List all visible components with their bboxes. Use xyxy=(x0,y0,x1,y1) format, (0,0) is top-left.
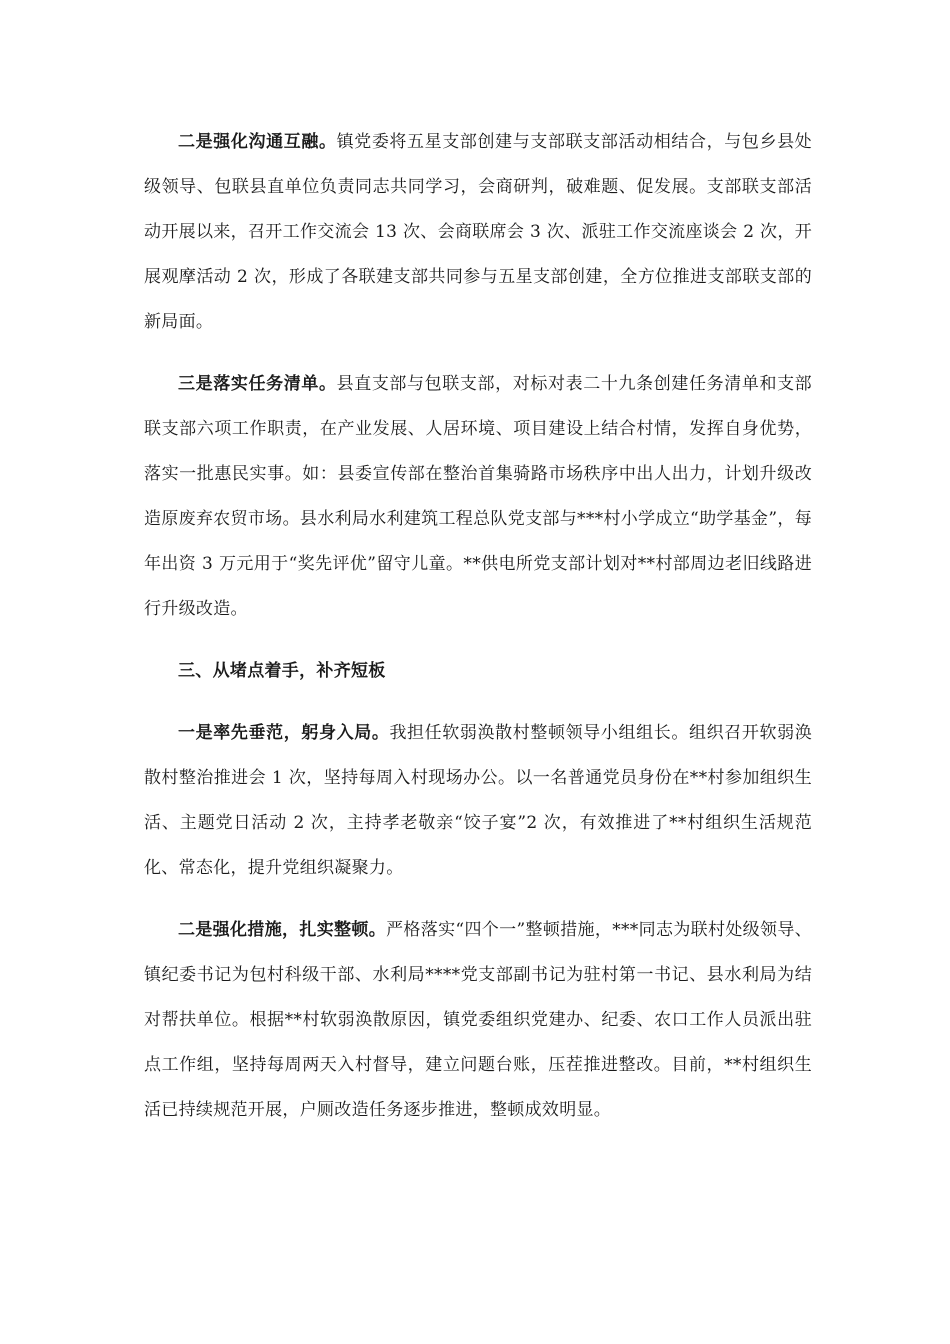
paragraph-task-list xyxy=(144,362,812,632)
paragraph-lead: 三是落实任务清单。 xyxy=(178,374,337,394)
paragraph-body: 镇党委将五星支部创建与支部联支部活动相结合，与包乡县处级领导、包联县直单位负责同志共同学习，会商研判，破难题、促发展。支部联支部活动开展以来，召开工作交流会 13 次、会商联席会 3 次、派驻工作交流座谈会 2 次，开展观摩活动 2 次，形成了各联建支部共同参与五星支部创建，全方位推进支部联支部的新局面。 xyxy=(144,132,812,332)
paragraph-body: 我担任软弱涣散村整顿领导小组组长。组织召开软弱涣散村整治推进会 1 次，坚持每周入村现场办公。以一名普通党员身份在**村参加组织生活、主题党日活动 2 次，主持孝老敬亲“饺子宴”2 次，有效推进了**村组织生活规范化、常态化，提升党组织凝聚力。 xyxy=(144,723,812,878)
paragraph-lead: 二是强化沟通互融。 xyxy=(178,132,337,152)
paragraph-body: 县直支部与包联支部，对标对表二十九条创建任务清单和支部联支部六项工作职责，在产业发展、人居环境、项目建设上结合村情，发挥自身优势，落实一批惠民实事。如：县委宣传部在整治首集骑路市场秩序中出人出力，计划升级改造原废弃农贸市场。县水利局水利建筑工程总队党支部与***村小学成立“助学基金”，每年出资 3 万元用于“奖先评优”留守儿童。**供电所党支部计划对**村部周边老旧线路进行升级改造。 xyxy=(144,374,812,619)
paragraph-lead: 二是强化措施，扎实整顿。 xyxy=(178,920,387,940)
paragraph-communication xyxy=(144,120,812,345)
paragraph-rectification xyxy=(144,908,812,1133)
paragraph-body: 严格落实“四个一”整顿措施，***同志为联村处级领导、镇纪委书记为包村科级干部、水利局****党支部副书记为驻村第一书记、县水利局为结对帮扶单位。根据**村软弱涣散原因，镇党委组织党建办、纪委、农口工作人员派出驻点工作组，坚持每周两天入村督导，建立问题台账，压茬推进整改。目前，**村组织生活已持续规范开展，户厕改造任务逐步推进，整顿成效明显。 xyxy=(144,920,812,1120)
paragraph-lead-by-example xyxy=(144,711,812,891)
section-heading: 三、从堵点着手，补齐短板 xyxy=(178,661,386,681)
paragraph-lead: 一是率先垂范，躬身入局。 xyxy=(178,723,390,743)
document-page xyxy=(144,120,812,1150)
